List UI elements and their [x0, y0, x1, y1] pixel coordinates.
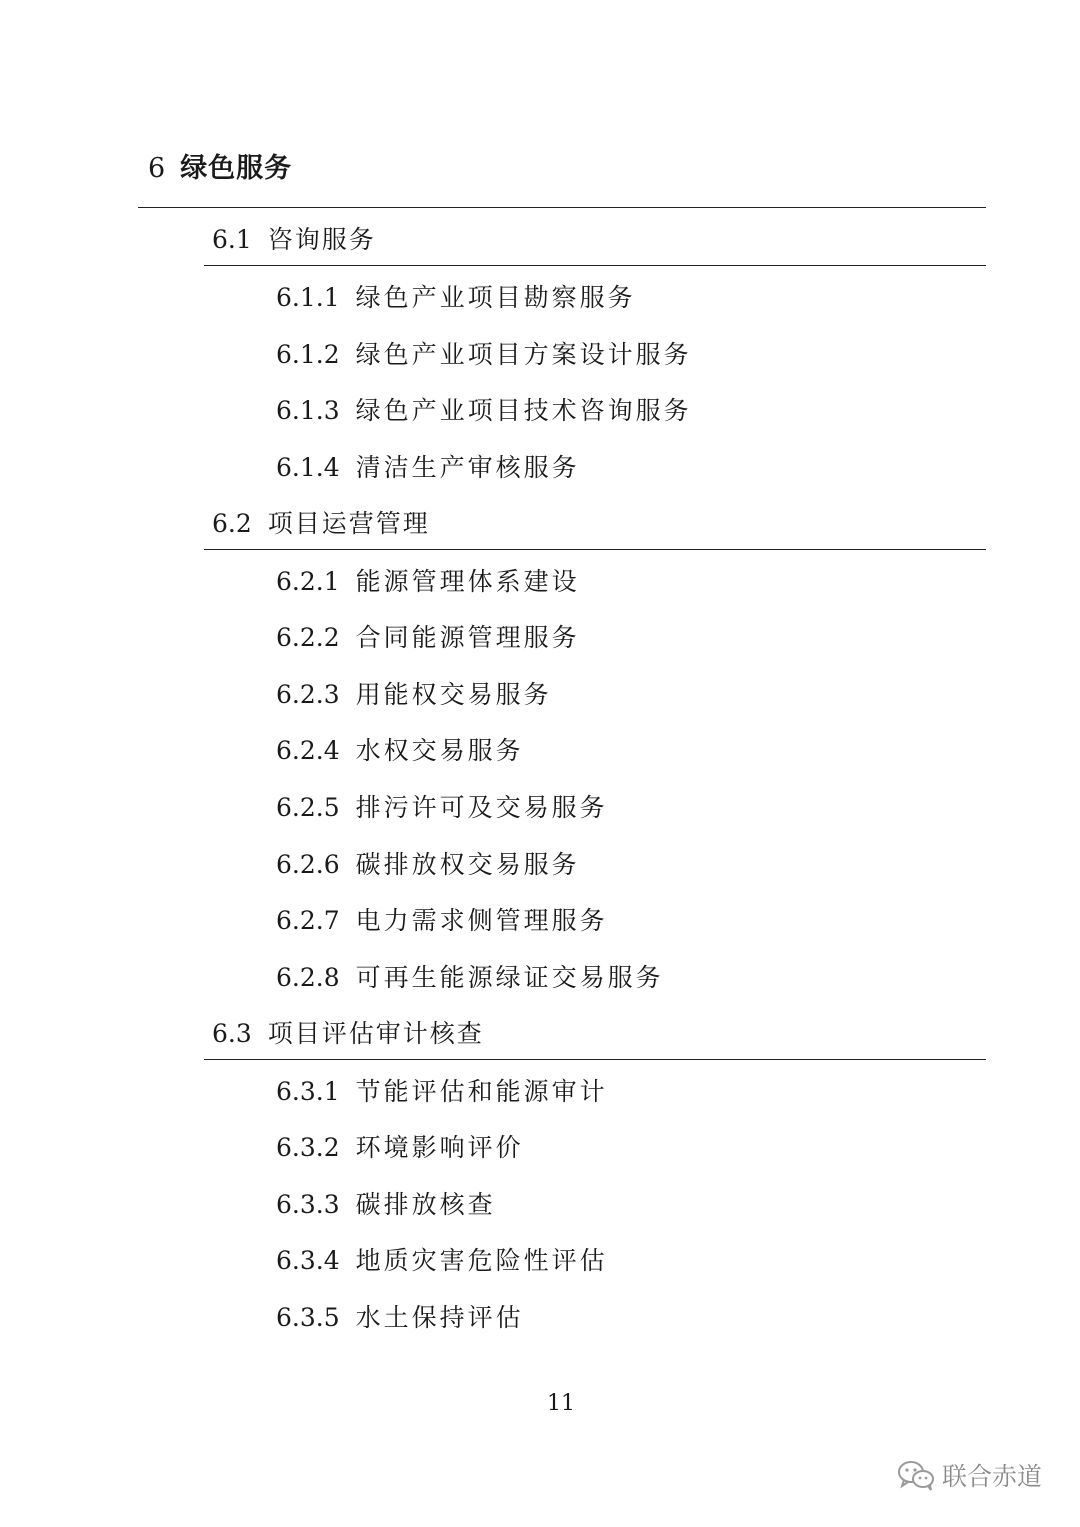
subsection-number: 6.2.5: [276, 793, 340, 822]
subsection-title: 清洁生产审核服务: [355, 453, 580, 482]
subsection-number: 6.3.3: [276, 1190, 340, 1219]
subsection-number: 6.1.3: [276, 396, 340, 425]
subsection-title: 碳排放核查: [355, 1190, 496, 1219]
subsection-number: 6.1.2: [276, 340, 340, 369]
subsection-item: [276, 1072, 608, 1108]
subsection-item: [276, 1185, 496, 1221]
section-title: 项目运营管理: [267, 509, 430, 538]
subsection-item: [276, 845, 580, 881]
subsection-item: [276, 731, 524, 767]
page-number: 11: [547, 1391, 575, 1416]
subsection-title: 排污许可及交易服务: [355, 793, 608, 822]
subsection-title: 绿色产业项目勘察服务: [355, 283, 636, 312]
section-number: 6.3: [212, 1019, 252, 1048]
subsection-title: 合同能源管理服务: [355, 623, 580, 652]
subsection-number: 6.3.2: [276, 1133, 340, 1162]
subsection-item: [276, 958, 664, 994]
chapter-rule: [138, 207, 986, 208]
subsection-title: 绿色产业项目技术咨询服务: [355, 396, 692, 425]
subsection-number: 6.2.4: [276, 736, 340, 765]
watermark-text: 联合赤道: [942, 1462, 1043, 1491]
subsection-item: [276, 278, 636, 314]
subsection-item: [276, 618, 580, 654]
chapter-number: 6: [148, 153, 167, 184]
subsection-number: 6.1.1: [276, 283, 340, 312]
subsection-item: [276, 675, 552, 711]
subsection-number: 6.2.6: [276, 850, 340, 879]
section-number: 6.1: [212, 225, 252, 254]
section-number: 6.2: [212, 509, 252, 538]
subsection-title: 用能权交易服务: [355, 680, 552, 709]
subsection-title: 地质灾害危险性评估: [355, 1246, 608, 1275]
subsection-number: 6.3.4: [276, 1246, 340, 1275]
subsection-item: [276, 448, 580, 484]
subsection-number: 6.2.7: [276, 906, 340, 935]
subsection-title: 节能评估和能源审计: [355, 1077, 608, 1106]
chapter-title: 绿色服务: [180, 153, 293, 184]
subsection-title: 能源管理体系建设: [355, 567, 580, 596]
subsection-item: [276, 391, 692, 427]
section-rule: [204, 1059, 986, 1060]
section-rule: [204, 265, 986, 266]
subsection-number: 6.2.2: [276, 623, 340, 652]
section-heading: [212, 1014, 484, 1050]
section-title: 项目评估审计核查: [267, 1019, 484, 1048]
chapter-heading: [148, 146, 292, 185]
subsection-number: 6.1.4: [276, 453, 340, 482]
section-heading: [212, 220, 376, 256]
subsection-title: 碳排放权交易服务: [355, 850, 580, 879]
subsection-item: [276, 1128, 524, 1164]
subsection-number: 6.3.1: [276, 1077, 340, 1106]
subsection-title: 环境影响评价: [355, 1133, 524, 1162]
wechat-icon: [896, 1459, 936, 1491]
subsection-number: 6.2.1: [276, 567, 340, 596]
subsection-title: 可再生能源绿证交易服务: [355, 963, 664, 992]
section-title: 咨询服务: [267, 225, 376, 254]
subsection-item: [276, 335, 692, 371]
section-heading: [212, 504, 430, 540]
subsection-title: 绿色产业项目方案设计服务: [355, 340, 692, 369]
subsection-title: 水权交易服务: [355, 736, 524, 765]
subsection-number: 6.2.3: [276, 680, 340, 709]
subsection-number: 6.3.5: [276, 1303, 340, 1332]
subsection-item: [276, 562, 580, 598]
subsection-number: 6.2.8: [276, 963, 340, 992]
subsection-title: 电力需求侧管理服务: [355, 906, 608, 935]
subsection-item: [276, 901, 608, 937]
watermark: [896, 1457, 1042, 1493]
subsection-item: [276, 1298, 524, 1334]
subsection-item: [276, 788, 608, 824]
subsection-title: 水土保持评估: [355, 1303, 524, 1332]
section-rule: [204, 549, 986, 550]
subsection-item: [276, 1241, 608, 1277]
